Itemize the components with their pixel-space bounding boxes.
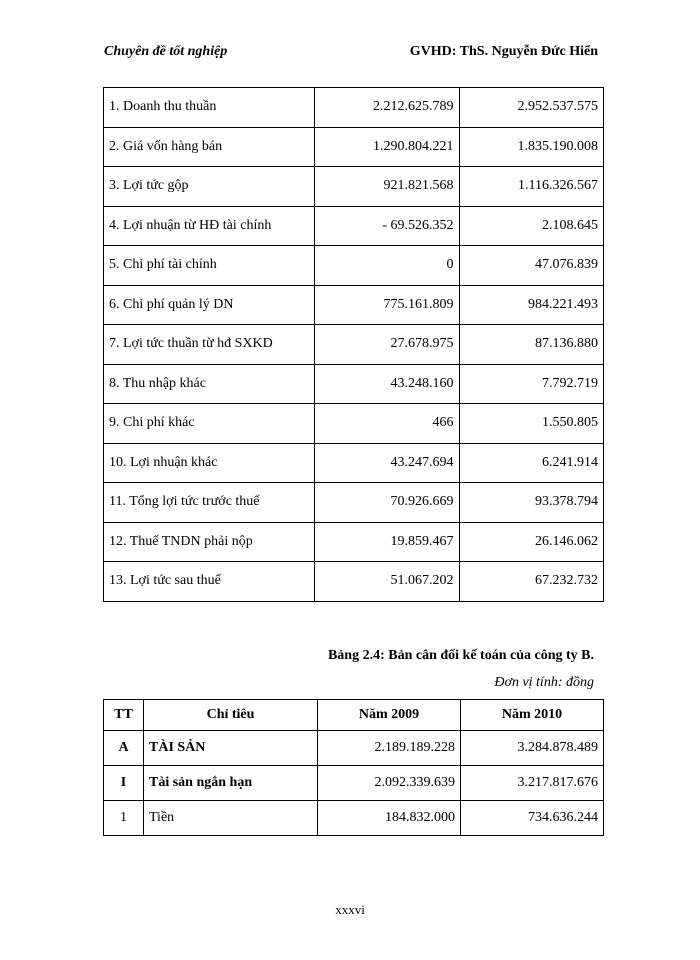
row-label: 8. Thu nhập khác <box>104 364 315 404</box>
value-2009: 51.067.202 <box>315 562 460 602</box>
value-2010: 47.076.839 <box>459 246 604 286</box>
row-label: 13. Lợi tức sau thuế <box>104 562 315 602</box>
row-tt: 1 <box>104 801 144 836</box>
value-2010: 2.108.645 <box>459 206 604 246</box>
table-row <box>104 127 604 167</box>
row-label: 7. Lợi tức thuần từ hđ SXKD <box>104 325 315 365</box>
table-row <box>104 285 604 325</box>
value-2010: 93.378.794 <box>459 483 604 523</box>
value-2009: 466 <box>315 404 460 444</box>
value-2010: 1.550.805 <box>459 404 604 444</box>
table-caption: Bảng 2.4: Bản cân đối kế toán của công ty B. <box>327 648 594 663</box>
value-2010: 1.835.190.008 <box>459 127 604 167</box>
table-row <box>104 562 604 602</box>
table-row <box>104 766 604 801</box>
table-row <box>104 246 604 286</box>
value-2009: 2.092.339.639 <box>318 766 461 801</box>
table-row <box>104 206 604 246</box>
value-2010: 67.232.732 <box>459 562 604 602</box>
unit-note: Đơn vị tính: đồng <box>494 675 594 690</box>
row-chi-tieu: Tiền <box>144 801 318 836</box>
table-row <box>104 801 604 836</box>
value-2010: 6.241.914 <box>459 443 604 483</box>
value-2010: 734.636.244 <box>461 801 604 836</box>
value-2009: 2.189.189.228 <box>318 731 461 766</box>
value-2009: 43.248.160 <box>315 364 460 404</box>
value-2009: - 69.526.352 <box>315 206 460 246</box>
value-2010: 7.792.719 <box>459 364 604 404</box>
value-2009: 775.161.809 <box>315 285 460 325</box>
value-2009: 0 <box>315 246 460 286</box>
header-2010: Năm 2010 <box>461 700 604 731</box>
value-2009: 70.926.669 <box>315 483 460 523</box>
value-2010: 3.284.878.489 <box>461 731 604 766</box>
value-2010: 26.146.062 <box>459 522 604 562</box>
row-label: 2. Giá vốn hàng bán <box>104 127 315 167</box>
balance-sheet-table <box>103 699 604 836</box>
table-row <box>104 167 604 207</box>
page-number: xxxvi <box>335 902 365 917</box>
header-tt: TT <box>104 700 144 731</box>
value-2009: 27.678.975 <box>315 325 460 365</box>
row-chi-tieu: Tài sản ngắn hạn <box>144 766 318 801</box>
table-row <box>104 522 604 562</box>
row-label: 9. Chi phí khác <box>104 404 315 444</box>
row-tt: I <box>104 766 144 801</box>
row-label: 6. Chi phí quản lý DN <box>104 285 315 325</box>
table-row <box>104 443 604 483</box>
row-label: 10. Lợi nhuận khác <box>104 443 315 483</box>
row-label: 12. Thuế TNDN phải nộp <box>104 522 315 562</box>
row-tt: A <box>104 731 144 766</box>
value-2010: 3.217.817.676 <box>461 766 604 801</box>
income-statement-table <box>103 87 604 602</box>
row-chi-tieu: TÀI SẢN <box>144 731 318 766</box>
table-row <box>104 404 604 444</box>
header-2009: Năm 2009 <box>318 700 461 731</box>
value-2010: 87.136.880 <box>459 325 604 365</box>
header-chi-tieu: Chỉ tiêu <box>144 700 318 731</box>
value-2009: 921.821.568 <box>315 167 460 207</box>
row-label: 5. Chi phí tài chính <box>104 246 315 286</box>
value-2009: 43.247.694 <box>315 443 460 483</box>
row-label: 3. Lợi tức gộp <box>104 167 315 207</box>
table-row <box>104 483 604 523</box>
value-2009: 184.832.000 <box>318 801 461 836</box>
row-label: 4. Lợi nhuận từ HĐ tài chính <box>104 206 315 246</box>
value-2009: 19.859.467 <box>315 522 460 562</box>
table-row <box>104 325 604 365</box>
header-document-title: Chuyên đề tốt nghiệp <box>104 44 228 59</box>
value-2009: 1.290.804.221 <box>315 127 460 167</box>
row-label: 1. Doanh thu thuần <box>104 88 315 128</box>
row-label: 11. Tổng lợi tức trước thuế <box>104 483 315 523</box>
header-advisor: GVHD: ThS. Nguyễn Đức Hiển <box>409 44 598 59</box>
value-2009: 2.212.625.789 <box>315 88 460 128</box>
value-2010: 2.952.537.575 <box>459 88 604 128</box>
table-header-row <box>104 700 604 731</box>
table-row <box>104 364 604 404</box>
page-header <box>104 44 598 64</box>
table-row <box>104 731 604 766</box>
value-2010: 984.221.493 <box>459 285 604 325</box>
table-row <box>104 88 604 128</box>
value-2010: 1.116.326.567 <box>459 167 604 207</box>
